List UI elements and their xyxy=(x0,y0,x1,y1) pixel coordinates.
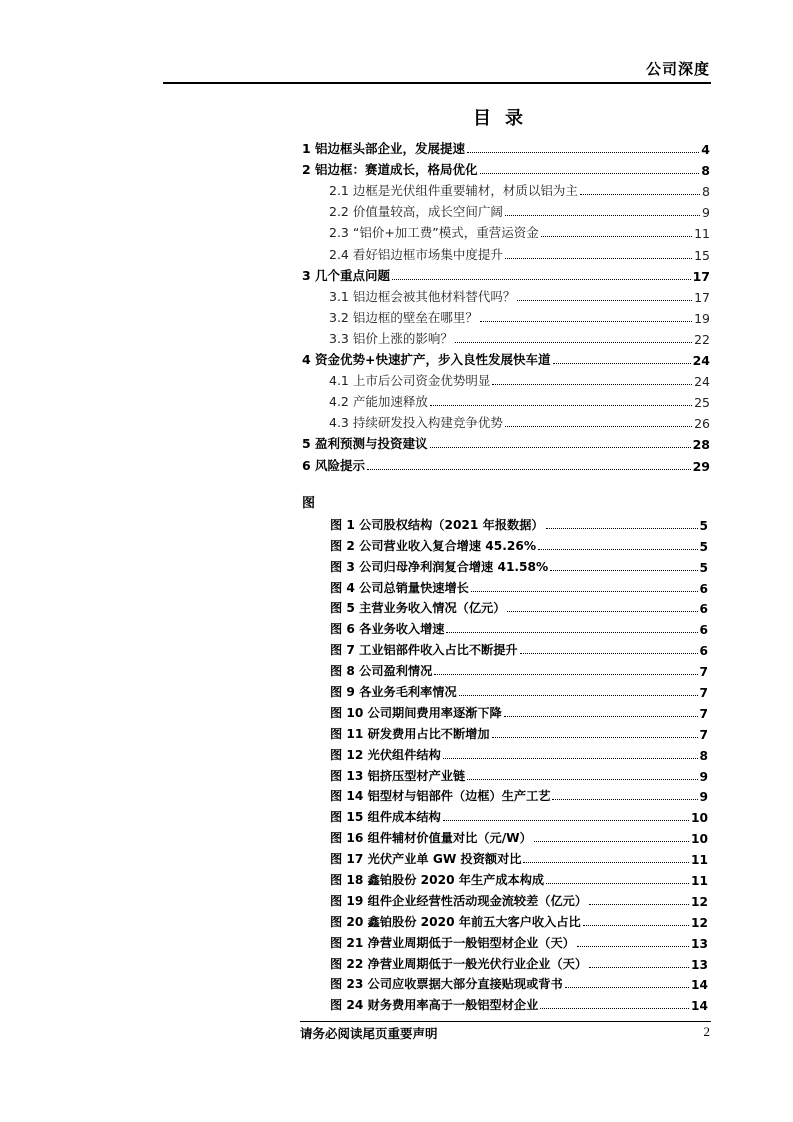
figure-entry-page: 7 xyxy=(699,706,708,721)
figure-entry-page: 6 xyxy=(699,644,708,659)
dot-leader xyxy=(565,987,689,988)
toc-entry[interactable] xyxy=(302,178,710,199)
figure-entry-label: 图 23 公司应收票据大部分直接贴现或背书 xyxy=(330,977,563,992)
toc-entry-label: 1 铝边框头部企业，发展提速 xyxy=(302,141,466,157)
figure-entry-label: 图 20 鑫铂股份 2020 年前五大客户收入占比 xyxy=(330,914,581,929)
toc-entry-label: 4.1 上市后公司资金优势明显 xyxy=(329,373,491,389)
figure-entry-page: 12 xyxy=(691,915,708,930)
figure-entry[interactable] xyxy=(330,909,708,930)
header-title: 公司深度 xyxy=(645,60,710,78)
figure-entry[interactable] xyxy=(330,616,708,637)
toc-entry-page: 9 xyxy=(702,205,710,221)
dot-leader xyxy=(517,300,692,301)
figure-entry[interactable] xyxy=(330,972,708,993)
dot-leader xyxy=(583,925,689,926)
figure-entry-page: 9 xyxy=(699,790,708,805)
dot-leader xyxy=(367,469,691,470)
toc-entry-page: 11 xyxy=(694,226,710,242)
figure-entry-page: 6 xyxy=(699,602,708,617)
figure-entry-label: 图 7 工业铝部件收入占比不断提升 xyxy=(330,643,518,658)
figure-entry-page: 8 xyxy=(699,748,708,763)
figure-entry[interactable] xyxy=(330,658,708,679)
figure-entry[interactable] xyxy=(330,951,708,972)
toc-entry-label: 3.1 铝边框会被其他材料替代吗？ xyxy=(329,288,516,304)
figure-entry-page: 6 xyxy=(699,623,708,638)
dot-leader xyxy=(505,258,692,259)
figures-heading: 图 xyxy=(302,496,316,511)
figure-entry[interactable] xyxy=(330,992,708,1013)
figure-entry[interactable] xyxy=(330,742,708,763)
toc-entry[interactable] xyxy=(302,431,710,452)
figure-entry[interactable] xyxy=(330,784,708,805)
dot-leader xyxy=(505,426,692,427)
dot-leader xyxy=(553,363,691,364)
toc-entry-page: 22 xyxy=(694,331,710,347)
toc-entry[interactable] xyxy=(302,284,710,305)
figure-entry-page: 7 xyxy=(699,727,708,742)
dot-leader xyxy=(546,883,689,884)
figure-entry[interactable] xyxy=(330,867,708,888)
dot-leader xyxy=(459,695,698,696)
toc-entry-label: 2.1 边框是光伏组件重要辅材，材质以铝为主 xyxy=(329,183,578,199)
figure-entry-page: 14 xyxy=(691,978,708,993)
header-rule xyxy=(163,82,711,84)
figure-entry[interactable] xyxy=(330,700,708,721)
figure-entry[interactable] xyxy=(330,763,708,784)
dot-leader xyxy=(589,904,689,905)
figure-entry-label: 图 15 组件成本结构 xyxy=(330,810,441,825)
figure-entry[interactable] xyxy=(330,846,708,867)
figure-entry-label: 图 1 公司股权结构（2021 年报数据） xyxy=(330,517,544,532)
toc-entry-label: 2.3 “铝价+加工费”模式，重营运资金 xyxy=(329,225,539,241)
toc-entry[interactable] xyxy=(302,263,710,284)
figure-entry-label: 图 6 各业务收入增速 xyxy=(330,622,445,637)
figure-entry-page: 13 xyxy=(691,957,708,972)
figure-entry-label: 图 2 公司营业收入复合增速 45.26% xyxy=(330,538,537,553)
toc-entry-page: 4 xyxy=(701,142,710,158)
figure-entry[interactable] xyxy=(330,533,708,554)
toc-title: 目录 xyxy=(473,108,537,129)
toc-entry-page: 26 xyxy=(694,416,710,432)
dot-leader xyxy=(467,152,699,153)
figure-entry-page: 14 xyxy=(691,999,708,1014)
toc-entry[interactable] xyxy=(302,136,710,157)
toc-entry-page: 8 xyxy=(702,184,710,200)
dot-leader xyxy=(541,236,692,237)
dot-leader xyxy=(550,570,697,571)
figure-entry-label: 图 16 组件辅材价值量对比（元/W） xyxy=(330,831,532,846)
toc-entry-label: 3.3 铝价上涨的影响？ xyxy=(329,330,453,346)
figure-entry-page: 5 xyxy=(699,560,708,575)
figure-entry[interactable] xyxy=(330,930,708,951)
figure-entry[interactable] xyxy=(330,679,708,700)
figure-entry-label: 图 22 净营业周期低于一般光伏行业企业（天） xyxy=(330,956,588,971)
figure-entry-label: 图 17 光伏产业单 GW 投资额对比 xyxy=(330,852,522,867)
toc-entry[interactable] xyxy=(302,452,710,473)
dot-leader xyxy=(492,737,698,738)
toc-entry[interactable] xyxy=(302,241,710,262)
toc-entry-page: 15 xyxy=(694,247,710,263)
figure-entry-page: 5 xyxy=(699,518,708,533)
figure-entry[interactable] xyxy=(330,554,708,575)
figure-entry-label: 图 14 铝型材与铝部件（边框）生产工艺 xyxy=(330,789,551,804)
figure-entry-label: 图 9 各业务毛利率情况 xyxy=(330,685,457,700)
toc-entry[interactable] xyxy=(302,410,710,431)
figure-entry-label: 图 21 净营业周期低于一般铝型材企业（天） xyxy=(330,935,575,950)
figure-entry[interactable] xyxy=(330,575,708,596)
toc-entry-label: 2 铝边框：赛道成长，格局优化 xyxy=(302,162,478,178)
figure-entry-label: 图 12 光伏组件结构 xyxy=(330,747,441,762)
toc-entry-label: 3.2 铝边框的壁垒在哪里？ xyxy=(329,309,478,325)
toc-entry-label: 4.2 产能加速释放 xyxy=(329,394,428,410)
figure-entry-label: 图 11 研发费用占比不断增加 xyxy=(330,726,490,741)
toc-entry-page: 25 xyxy=(694,395,710,411)
figure-entry[interactable] xyxy=(330,825,708,846)
figure-entry-label: 图 18 鑫铂股份 2020 年生产成本构成 xyxy=(330,873,545,888)
footer-page-number: 2 xyxy=(703,1024,710,1039)
dot-leader xyxy=(523,862,689,863)
dot-leader xyxy=(480,173,700,174)
toc-entry-label: 6 风险提示 xyxy=(302,457,366,473)
figure-entry-label: 图 8 公司盈利情况 xyxy=(330,664,433,679)
dot-leader xyxy=(443,758,698,759)
footer-disclaimer: 请务必阅读尾页重要声明 xyxy=(300,1026,438,1041)
toc-entry-label: 4.3 持续研发投入构建竞争优势 xyxy=(329,415,503,431)
figures-list xyxy=(330,512,708,1013)
dot-leader xyxy=(538,549,697,550)
figure-entry-label: 图 5 主营业务收入情况（亿元） xyxy=(330,601,506,616)
figure-entry-page: 7 xyxy=(699,665,708,680)
toc-entry-label: 4 资金优势+快速扩产，步入良性发展快车道 xyxy=(302,352,551,368)
toc-entry-page: 17 xyxy=(694,289,710,305)
dot-leader xyxy=(589,967,689,968)
toc-entry[interactable] xyxy=(302,305,710,326)
dot-leader xyxy=(446,632,697,633)
dot-leader xyxy=(507,611,697,612)
toc-entry-page: 19 xyxy=(694,310,710,326)
dot-leader xyxy=(467,779,697,780)
toc-entry-label: 2.2 价值量较高，成长空间广阔 xyxy=(329,204,503,220)
figure-entry[interactable] xyxy=(330,596,708,617)
figure-entry-label: 图 3 公司归母净利润复合增速 41.58% xyxy=(330,559,549,574)
figure-entry[interactable] xyxy=(330,888,708,909)
toc-entry[interactable] xyxy=(302,389,710,410)
figure-entry-page: 6 xyxy=(699,581,708,596)
dot-leader xyxy=(480,321,692,322)
figure-entry[interactable] xyxy=(330,512,708,533)
toc-entry[interactable] xyxy=(302,368,710,389)
figure-entry[interactable] xyxy=(330,804,708,825)
toc-entry-label: 5 盈利预测与投资建议 xyxy=(302,436,428,452)
figure-entry-label: 图 10 公司期间费用率逐渐下降 xyxy=(330,705,502,720)
toc-entry[interactable] xyxy=(302,347,710,368)
dot-leader xyxy=(505,215,700,216)
figure-entry-page: 10 xyxy=(691,832,708,847)
dot-leader xyxy=(455,342,692,343)
dot-leader xyxy=(392,279,691,280)
dot-leader xyxy=(430,405,692,406)
dot-leader xyxy=(534,841,689,842)
figure-entry-page: 11 xyxy=(691,874,708,889)
dot-leader xyxy=(492,384,692,385)
figure-entry-label: 图 4 公司总销量快速增长 xyxy=(330,580,469,595)
toc-entry[interactable] xyxy=(302,326,710,347)
figure-entry-label: 图 24 财务费用率高于一般铝型材企业 xyxy=(330,998,539,1013)
toc-entry-page: 17 xyxy=(692,268,710,284)
toc-entry-page: 28 xyxy=(692,437,710,453)
figure-entry-page: 9 xyxy=(699,769,708,784)
toc-entry-page: 24 xyxy=(694,374,710,390)
dot-leader xyxy=(580,194,700,195)
toc-entry-page: 29 xyxy=(692,458,710,474)
figure-entry-page: 12 xyxy=(691,894,708,909)
figure-entry-page: 13 xyxy=(691,936,708,951)
figure-entry-label: 图 19 组件企业经营性活动现金流较差（亿元） xyxy=(330,893,588,908)
dot-leader xyxy=(434,674,697,675)
dot-leader xyxy=(430,447,691,448)
figure-entry-label: 图 13 铝挤压型材产业链 xyxy=(330,768,466,783)
figure-entry[interactable] xyxy=(330,637,708,658)
toc-entry-page: 24 xyxy=(692,353,710,369)
dot-leader xyxy=(471,591,698,592)
dot-leader xyxy=(577,946,689,947)
dot-leader xyxy=(546,528,698,529)
figure-entry-page: 10 xyxy=(691,811,708,826)
dot-leader xyxy=(540,1008,689,1009)
dot-leader xyxy=(443,820,689,821)
toc-entry-page: 8 xyxy=(701,163,710,179)
toc-entry-label: 2.4 看好铝边框市场集中度提升 xyxy=(329,246,503,262)
figure-entry[interactable] xyxy=(330,721,708,742)
toc-list xyxy=(302,136,710,474)
dot-leader xyxy=(504,716,698,717)
figure-entry-page: 11 xyxy=(691,853,708,868)
figure-entry-page: 5 xyxy=(699,539,708,554)
toc-entry-label: 3 几个重点问题 xyxy=(302,267,391,283)
toc-entry[interactable] xyxy=(302,220,710,241)
dot-leader xyxy=(520,653,698,654)
dot-leader xyxy=(552,799,697,800)
toc-entry[interactable] xyxy=(302,199,710,220)
toc-entry[interactable] xyxy=(302,157,710,178)
figure-entry-page: 7 xyxy=(699,686,708,701)
footer-rule xyxy=(300,1021,711,1022)
